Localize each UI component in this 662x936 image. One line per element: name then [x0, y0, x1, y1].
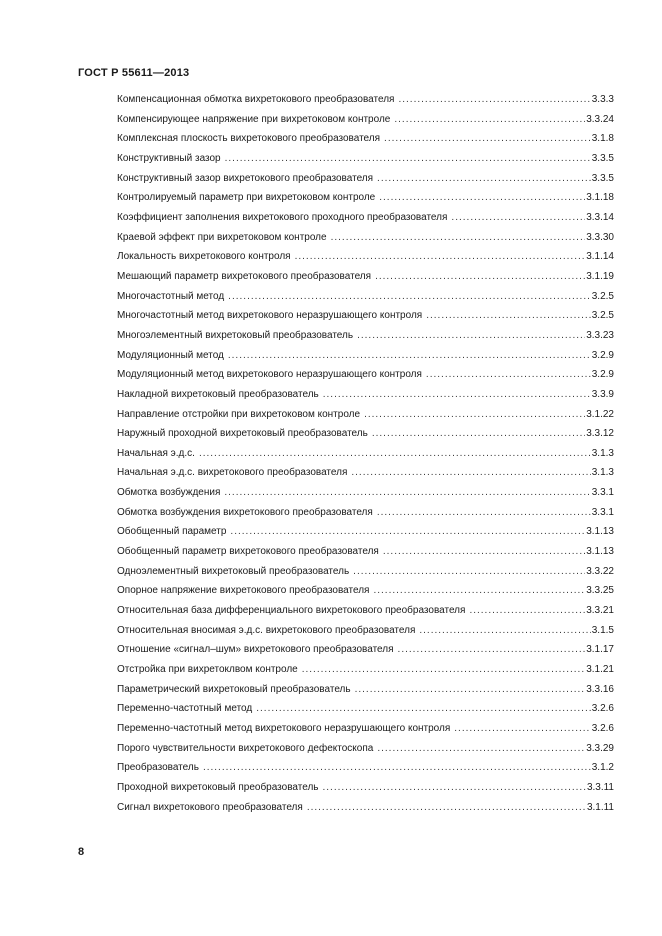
index-term: Относительная база дифференциального вихретокового преобразователя: [117, 605, 466, 617]
index-entry: [117, 562, 614, 582]
dot-leader: [377, 739, 585, 759]
index-reference: 3.1.3: [591, 467, 614, 479]
index-entry: [117, 228, 614, 248]
index-entry: [117, 247, 614, 267]
index-term: Начальная э.д.с.: [117, 447, 195, 459]
dot-leader: [451, 208, 585, 228]
dot-leader: [307, 798, 586, 818]
index-entry: [117, 640, 614, 660]
index-entry: [117, 660, 614, 680]
dot-leader: [375, 267, 585, 287]
index-term: Сигнал вихретокового преобразователя: [117, 801, 303, 813]
index-term: Коэффициент заполнения вихретокового проходного преобразователя: [117, 211, 448, 223]
index-term: Контролируемый параметр при вихретоковом контроле: [117, 192, 376, 204]
index-term: Многочастотный метод: [117, 290, 225, 302]
index-entry: [117, 287, 614, 307]
dot-leader: [351, 463, 590, 483]
index-reference: 3.1.18: [586, 192, 614, 204]
dot-leader: [398, 640, 586, 660]
index-term: Направление отстройки при вихретоковом контроле: [117, 408, 361, 420]
index-entry: [117, 326, 614, 346]
index-term: Накладной вихретоковый преобразователь: [117, 388, 319, 400]
index-reference: 3.2.9: [591, 369, 614, 381]
index-entry: [117, 188, 614, 208]
index-reference: 3.1.5: [591, 624, 614, 636]
index-entry: [117, 581, 614, 601]
index-entry: [117, 306, 614, 326]
index-term: Отношение «сигнал–шум» вихретокового преобразователя: [117, 644, 394, 656]
dot-leader: [225, 149, 591, 169]
index-term: Мешающий параметр вихретокового преобразователя: [117, 270, 372, 282]
dot-leader: [373, 581, 585, 601]
index-reference: 3.3.11: [586, 781, 614, 793]
alphabetical-term-index: [117, 90, 614, 817]
index-entry: [117, 110, 614, 130]
document-header: ГОСТ Р 55611—2013: [78, 67, 190, 79]
index-entry: [117, 149, 614, 169]
index-entry: [117, 719, 614, 739]
dot-leader: [331, 228, 586, 248]
index-entry: [117, 739, 614, 759]
index-reference: 3.3.30: [586, 231, 614, 243]
index-entry: [117, 463, 614, 483]
index-entry: [117, 483, 614, 503]
dot-leader: [377, 169, 591, 189]
index-reference: 3.3.1: [591, 506, 614, 518]
index-term: Переменно-частотный метод: [117, 703, 253, 715]
dot-leader: [302, 660, 585, 680]
index-entry: [117, 503, 614, 523]
index-term: Порого чувствительности вихретокового дефектоскопа: [117, 742, 374, 754]
index-entry: [117, 365, 614, 385]
index-reference: 3.3.24: [586, 113, 614, 125]
index-term: Обмотка возбуждения вихретокового преобразователя: [117, 506, 373, 518]
index-term: Компенсирующее напряжение при вихретоковом контроле: [117, 113, 391, 125]
index-reference: 3.3.29: [586, 742, 614, 754]
index-entry: [117, 699, 614, 719]
index-entry: [117, 169, 614, 189]
index-reference: 3.1.17: [586, 644, 614, 656]
index-reference: 3.3.9: [591, 388, 614, 400]
dot-leader: [398, 90, 590, 110]
index-reference: 3.1.3: [591, 447, 614, 459]
index-reference: 3.3.5: [591, 152, 614, 164]
index-term: Комплексная плоскость вихретокового преобразователя: [117, 133, 381, 145]
dot-leader: [228, 346, 591, 366]
index-term: Локальность вихретокового контроля: [117, 251, 291, 263]
index-reference: 3.1.8: [591, 133, 614, 145]
index-term: Преобразователь: [117, 762, 199, 774]
dot-leader: [355, 680, 586, 700]
index-entry: [117, 542, 614, 562]
dot-leader: [384, 129, 591, 149]
index-reference: 3.2.6: [591, 723, 614, 734]
dot-leader: [323, 385, 591, 405]
index-reference: 3.3.23: [586, 329, 614, 341]
index-reference: 3.3.14: [586, 211, 614, 223]
index-entry: [117, 129, 614, 149]
index-reference: 3.3.25: [586, 585, 614, 597]
index-term: Конструктивный зазор: [117, 152, 221, 164]
dot-leader: [426, 306, 591, 326]
index-term: Относительная вносимая э.д.с. вихретокового преобразователя: [117, 624, 416, 636]
dot-leader: [372, 424, 585, 444]
index-entry: [117, 601, 614, 621]
dot-leader: [224, 483, 590, 503]
index-reference: 3.2.6: [591, 703, 614, 715]
index-entry: [117, 385, 614, 405]
dot-leader: [357, 326, 585, 346]
index-entry: [117, 424, 614, 444]
dot-leader: [383, 542, 585, 562]
dot-leader: [426, 365, 591, 385]
dot-leader: [228, 287, 591, 307]
dot-leader: [364, 405, 585, 425]
dot-leader: [199, 444, 591, 464]
index-term: Многочастотный метод вихретокового неразрушающего контроля: [117, 310, 423, 322]
dot-leader: [419, 621, 590, 641]
index-reference: 3.3.21: [586, 605, 614, 617]
dot-leader: [377, 503, 591, 523]
index-entry: [117, 444, 614, 464]
index-term: Обмотка возбуждения: [117, 487, 221, 499]
index-entry: [117, 522, 614, 542]
index-entry: [117, 405, 614, 425]
index-term: Обобщенный параметр вихретокового преобразователя: [117, 546, 379, 558]
index-term: Проходной вихретоковый преобразователь: [117, 781, 319, 793]
index-term: Краевой эффект при вихретоковом контроле: [117, 231, 327, 243]
index-term: Обобщенный параметр: [117, 526, 227, 538]
index-entry: [117, 346, 614, 366]
dot-leader: [454, 719, 590, 739]
index-term: Начальная э.д.с. вихретокового преобразователя: [117, 467, 348, 479]
index-entry: [117, 267, 614, 287]
index-term: Параметрический вихретоковый преобразователь: [117, 683, 351, 695]
dot-leader: [323, 778, 586, 798]
index-reference: 3.2.9: [591, 349, 614, 361]
index-reference: 3.3.22: [586, 565, 614, 577]
index-term: Переменно-частотный метод вихретокового неразрушающего контроля: [117, 723, 451, 734]
index-reference: 3.3.16: [586, 683, 614, 695]
dot-leader: [379, 188, 585, 208]
index-reference: 3.3.5: [591, 172, 614, 184]
index-reference: 3.3.12: [586, 428, 614, 440]
index-term: Многоэлементный вихретоковый преобразователь: [117, 329, 354, 341]
index-reference: 3.2.5: [591, 310, 614, 322]
index-entry: [117, 208, 614, 228]
index-entry: [117, 90, 614, 110]
index-reference: 3.2.5: [591, 290, 614, 302]
index-reference: 3.1.13: [586, 546, 614, 558]
index-reference: 3.3.3: [591, 94, 614, 105]
index-reference: 3.1.22: [586, 408, 614, 420]
index-reference: 3.1.14: [586, 251, 614, 263]
index-term: Одноэлементный вихретоковый преобразователь: [117, 565, 350, 577]
index-term: Компенсационная обмотка вихретокового преобразователя: [117, 94, 395, 105]
index-reference: 3.3.1: [591, 487, 614, 499]
index-entry: [117, 778, 614, 798]
dot-leader: [203, 758, 591, 778]
index-reference: 3.1.13: [586, 526, 614, 538]
index-reference: 3.1.19: [586, 270, 614, 282]
index-entry: [117, 758, 614, 778]
index-entry: [117, 798, 614, 818]
index-reference: 3.1.2: [591, 762, 614, 774]
index-term: Модуляционный метод: [117, 349, 224, 361]
dot-leader: [230, 522, 585, 542]
dot-leader: [256, 699, 591, 719]
index-term: Опорное напряжение вихретокового преобразователя: [117, 585, 370, 597]
index-entry: [117, 621, 614, 641]
index-reference: 3.1.11: [586, 801, 614, 813]
index-term: Конструктивный зазор вихретокового преобразователя: [117, 172, 374, 184]
dot-leader: [353, 562, 585, 582]
index-term: Отстройка при вихретоклвом контроле: [117, 664, 298, 676]
dot-leader: [469, 601, 585, 621]
index-term: Наружный проходной вихретоковый преобразователь: [117, 428, 368, 440]
index-term: Модуляционный метод вихретокового неразрушающего контроля: [117, 369, 422, 381]
index-entry: [117, 680, 614, 700]
page-number: 8: [78, 846, 85, 858]
dot-leader: [295, 247, 586, 267]
dot-leader: [394, 110, 585, 130]
index-reference: 3.1.21: [586, 664, 614, 676]
